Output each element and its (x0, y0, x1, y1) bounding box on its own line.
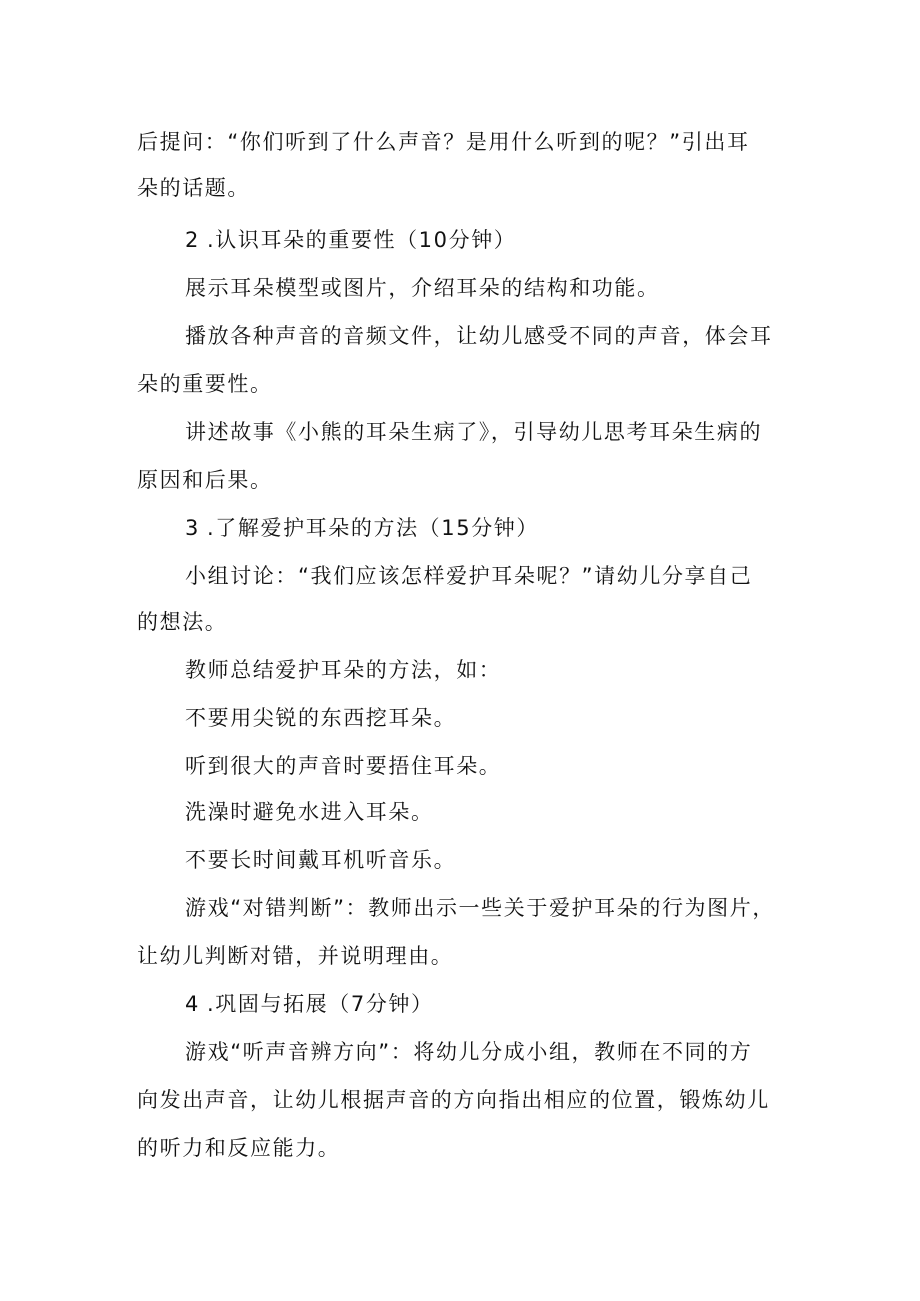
section-title: .认识耳朵的重要性（10分钟） (207, 228, 517, 252)
paragraph-line: 的听力和反应能力。 (137, 1136, 341, 1160)
list-item: 洗澡时避免水进入耳朵。 (185, 800, 434, 824)
paragraph-line: 向发出声音，让幼儿根据声音的方向指出相应的位置，锻炼幼儿 (137, 1088, 770, 1112)
section-heading-3 (185, 513, 539, 543)
section-number: 2 (185, 228, 200, 252)
paragraph-line: 的想法。 (137, 610, 228, 634)
list-item: 不要用尖锐的东西挖耳朵。 (185, 706, 457, 730)
section-number: 3 (185, 516, 200, 540)
paragraph-line: 游戏“对错判断”：教师出示一些关于爱护耳朵的行为图片， (185, 896, 775, 920)
section-number: 4 (185, 992, 200, 1016)
list-item: 不要长时间戴耳机听音乐。 (185, 848, 457, 872)
paragraph-line: 朵的话题。 (137, 176, 250, 200)
list-item: 听到很大的声音时要捂住耳朵。 (185, 754, 502, 778)
paragraph-line: 教师总结爱护耳朵的方法，如： (185, 658, 502, 682)
section-title: .巩固与拓展（7分钟） (207, 992, 434, 1016)
paragraph-line: 展示耳朵模型或图片，介绍耳朵的结构和功能。 (185, 276, 660, 300)
section-heading-4 (185, 989, 434, 1019)
paragraph-line: 游戏“听声音辨方向”：将幼儿分成小组，教师在不同的方 (185, 1040, 753, 1064)
paragraph-line: 小组讨论：“我们应该怎样爱护耳朵呢？”请幼儿分享自己 (185, 564, 753, 588)
paragraph-line: 让幼儿判断对错，并说明理由。 (137, 944, 454, 968)
section-title: .了解爱护耳朵的方法（15分钟） (207, 516, 539, 540)
paragraph-line: 播放各种声音的音频文件，让幼儿感受不同的声音，体会耳 (185, 324, 773, 348)
section-heading-2 (185, 225, 516, 255)
paragraph-line: 讲述故事《小熊的耳朵生病了》，引导幼儿思考耳朵生病的 (185, 420, 763, 444)
paragraph-line: 原因和后果。 (137, 468, 273, 492)
paragraph-line: 后提问：“你们听到了什么声音？是用什么听到的呢？”引出耳 (137, 130, 750, 154)
paragraph-line: 朵的重要性。 (137, 372, 273, 396)
